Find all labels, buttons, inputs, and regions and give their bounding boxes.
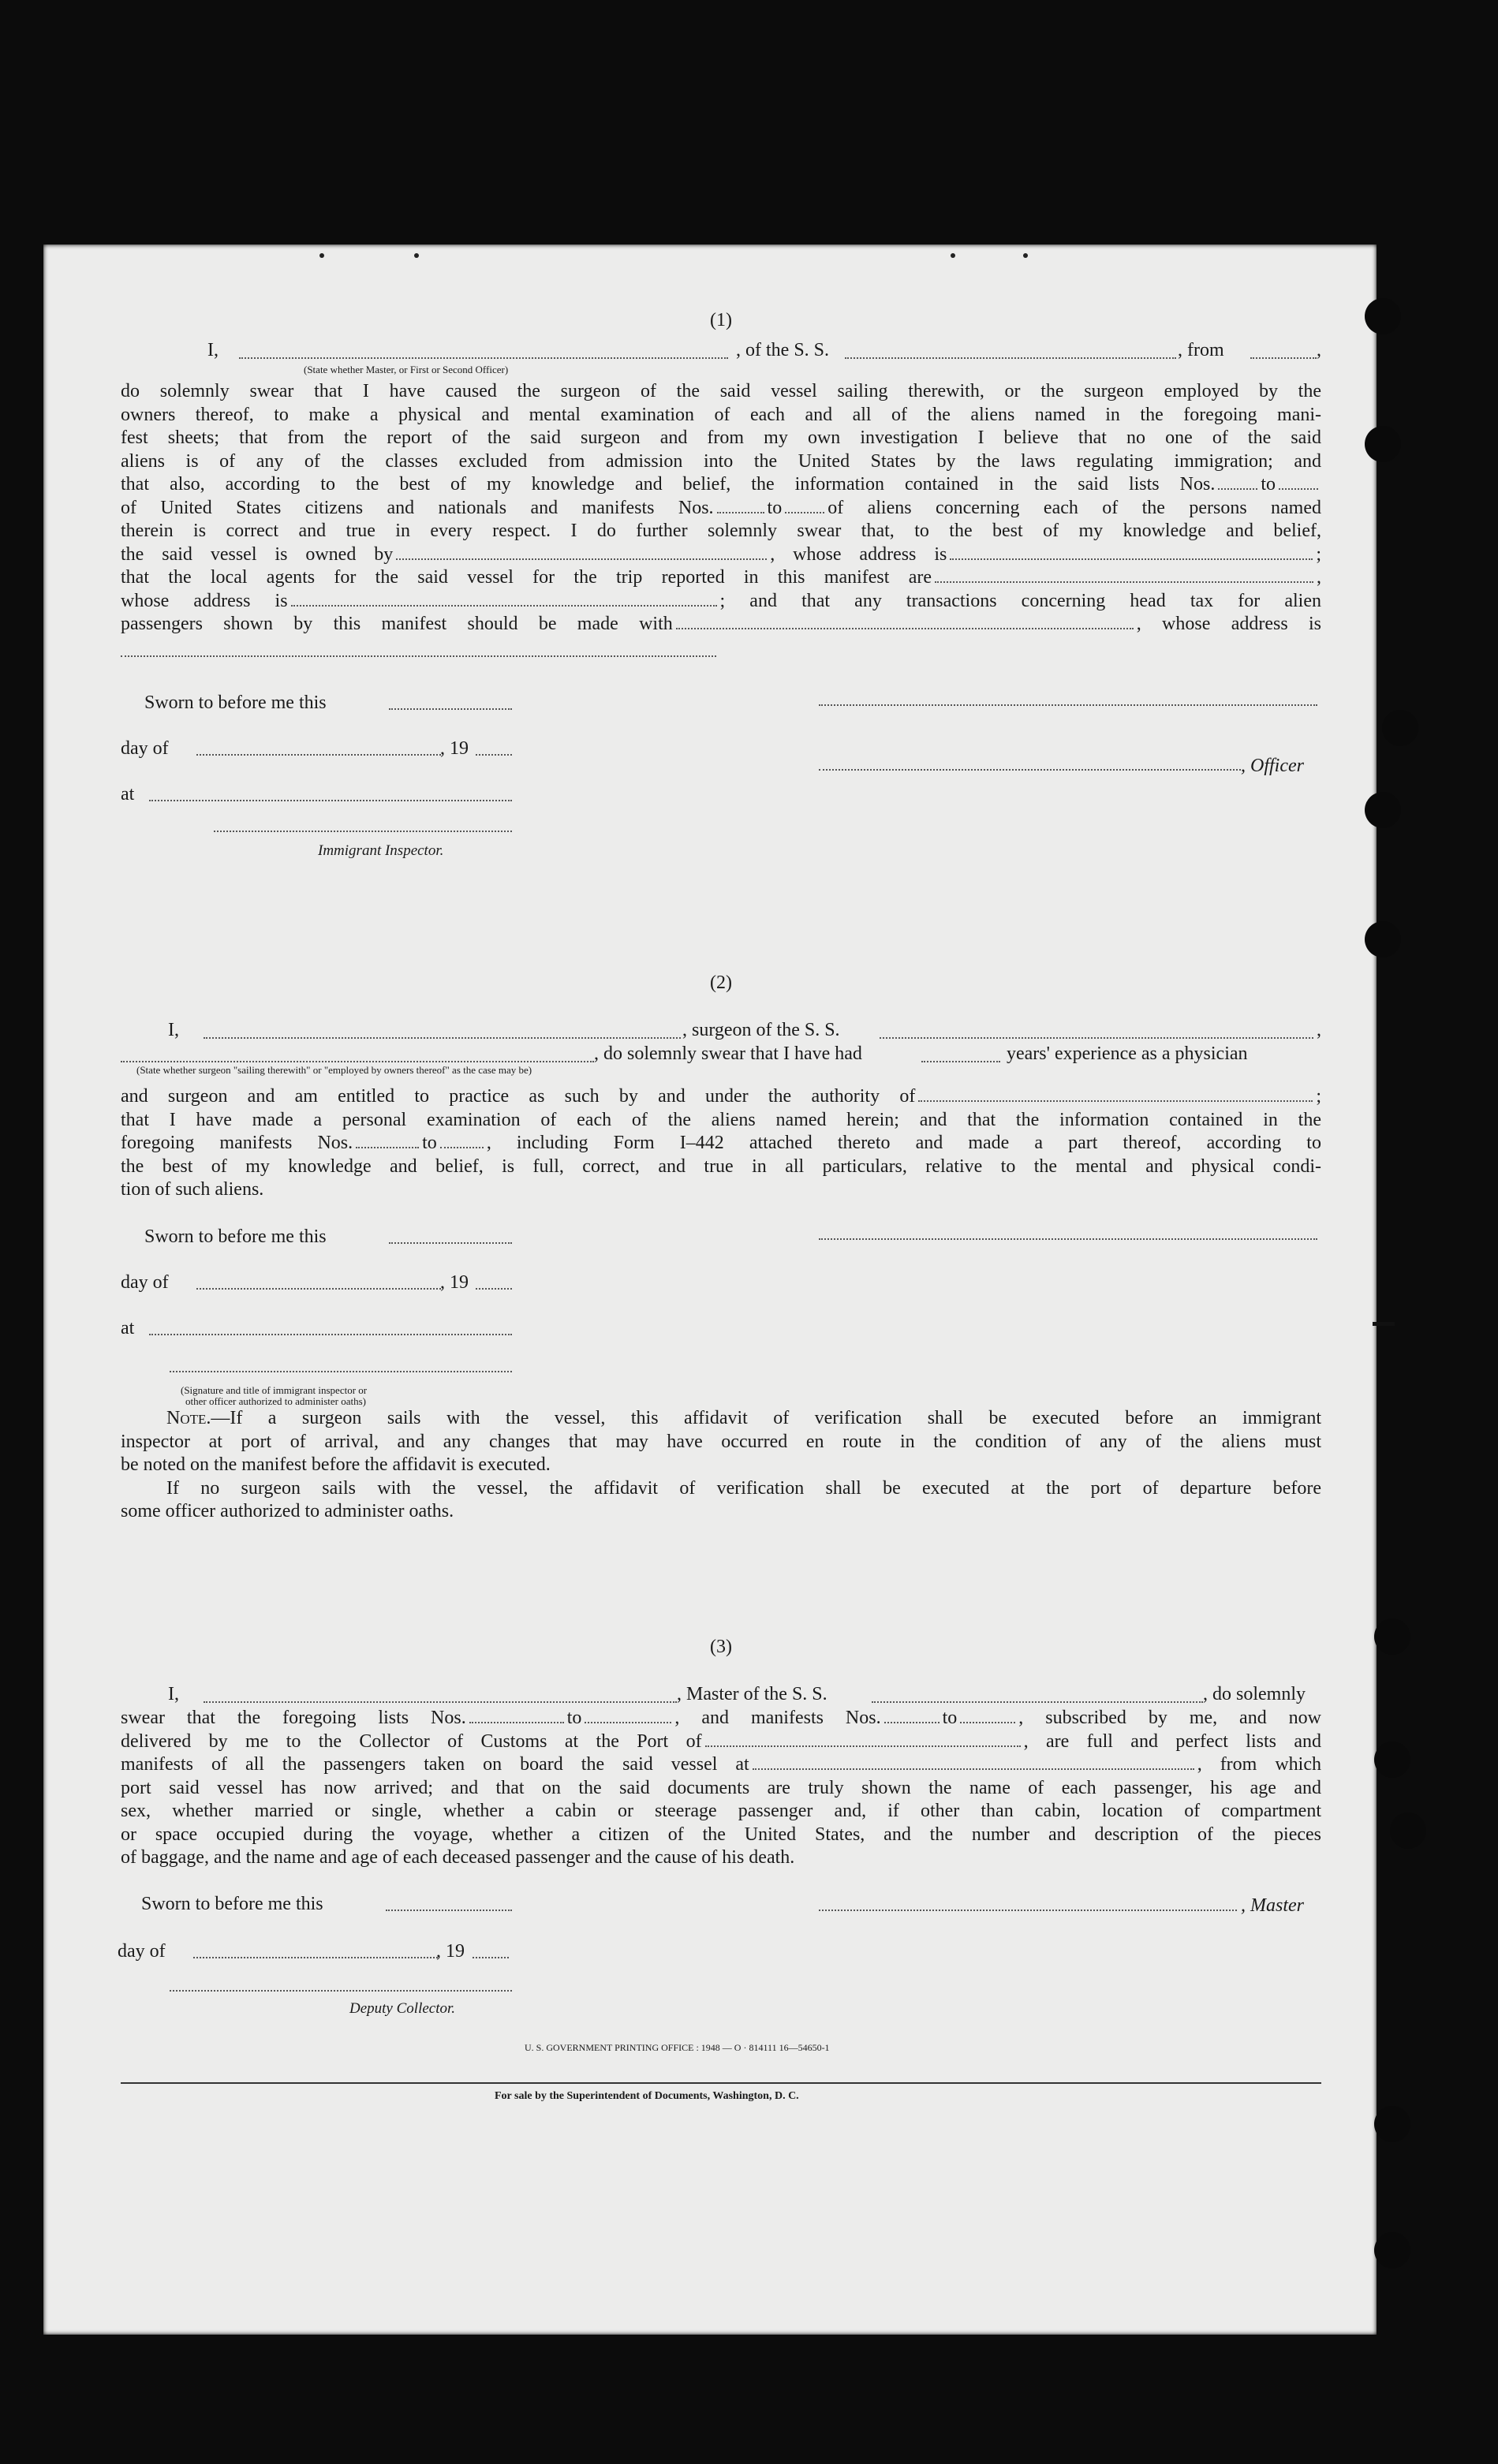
- paragraph-line: or space occupied during the voyage, whether a citizen of the United States, and the number and description of the pieces: [121, 1824, 1321, 1845]
- text: , are full and perfect lists and: [1023, 1730, 1321, 1752]
- text: delivered by me to the Collector of Customs at the Port of: [121, 1730, 702, 1752]
- text: years' experience as a physician: [1007, 1043, 1248, 1064]
- sworn-day-field[interactable]: [386, 1909, 512, 1911]
- sworn-text: Sworn to before me this: [144, 693, 327, 713]
- list-no-field[interactable]: [585, 1721, 671, 1723]
- address-continuation-field[interactable]: [121, 655, 716, 657]
- manifest-no-field[interactable]: [440, 1146, 484, 1148]
- text: that also, according to the best of my knowledge and belief, the information contained in the said lists Nos.: [121, 474, 1216, 495]
- punch-hole: [1374, 1742, 1410, 1778]
- list-no-field[interactable]: [1218, 487, 1257, 490]
- master-signature-field[interactable]: [819, 1909, 1237, 1911]
- punch-hole: [1365, 298, 1401, 334]
- manifest-no-field[interactable]: [785, 511, 824, 513]
- master-label: , Master: [1241, 1895, 1304, 1916]
- caption: (State whether Master, or First or Second Officer): [304, 364, 509, 375]
- text: I,: [168, 1684, 179, 1704]
- year-text: , 19: [440, 1272, 469, 1293]
- text: manifests of all the passengers taken on board the said vessel at: [121, 1754, 749, 1775]
- text: and surgeon and am entitled to practice as such by and under the authority of: [121, 1086, 916, 1107]
- speck: [414, 253, 419, 258]
- speck: [1023, 253, 1028, 258]
- note-label: Note.: [166, 1408, 211, 1428]
- sworn-day-field[interactable]: [389, 707, 512, 710]
- paragraph-line: owners thereof, to make a physical and mental examination of each and all of the aliens named in the foregoing mani-: [121, 404, 1321, 425]
- text: ;: [1316, 1086, 1321, 1107]
- paragraph-line: tion of such aliens.: [121, 1179, 264, 1200]
- at-text: at: [121, 784, 135, 805]
- text: , whose address is: [770, 543, 947, 565]
- year-field[interactable]: [476, 753, 512, 756]
- form-page: [43, 245, 1377, 2335]
- paragraph-line: port said vessel has now arrived; and that on the said documents are truly shown the name of each passenger, his age and: [121, 1777, 1321, 1798]
- month-field[interactable]: [193, 1956, 438, 1958]
- text: , do solemnly: [1203, 1684, 1306, 1704]
- day-of-text: day of: [121, 1272, 169, 1293]
- place-field[interactable]: [149, 1333, 512, 1335]
- day-of-text: day of: [121, 738, 169, 759]
- punch-hole: [1374, 1618, 1410, 1655]
- text: , of the S. S.: [736, 340, 830, 360]
- text: to: [566, 1708, 582, 1728]
- text: , and manifests Nos.: [674, 1708, 881, 1728]
- month-field[interactable]: [196, 1287, 441, 1290]
- note-line: some officer authorized to administer oaths.: [121, 1501, 454, 1521]
- text: I,: [168, 1020, 179, 1040]
- text: to: [767, 497, 783, 518]
- manifest-no-field[interactable]: [960, 1721, 1015, 1723]
- speck: [951, 253, 955, 258]
- footer-rule: [121, 2082, 1321, 2084]
- sale-notice: For sale by the Superintendent of Documents, Washington, D. C.: [495, 2090, 799, 2102]
- port-field[interactable]: [705, 1745, 1021, 1747]
- paragraph-line: therein is correct and true in every respect. I do further solemnly swear that, to the best of my knowledge and belief,: [121, 521, 1321, 541]
- text: ,: [1317, 1020, 1321, 1040]
- text: ;: [1316, 543, 1322, 565]
- printing-office-line: U. S. GOVERNMENT PRINTING OFFICE : 1948 — O · 814111 16—54650-1: [525, 2042, 830, 2053]
- at-text: at: [121, 1318, 135, 1338]
- text: whose address is: [121, 590, 288, 611]
- list-no-field[interactable]: [1279, 487, 1318, 490]
- text: that the local agents for the said vessel for the trip reported in this manifest are: [121, 567, 932, 588]
- edge-mark: [1373, 1322, 1395, 1326]
- punch-hole: [1365, 792, 1401, 828]
- inspector-signature-field[interactable]: [214, 830, 512, 832]
- punch-hole: [1365, 426, 1401, 462]
- punch-hole: [1374, 2232, 1410, 2268]
- inspector-label: Immigrant Inspector.: [318, 842, 444, 859]
- text: , whose address is: [1136, 614, 1321, 634]
- punch-hole: [1374, 2106, 1410, 2142]
- master-name-field[interactable]: [204, 1701, 677, 1703]
- authority-field[interactable]: [918, 1099, 1313, 1102]
- list-no-field[interactable]: [469, 1721, 564, 1723]
- text: swear that the foregoing lists Nos.: [121, 1708, 466, 1728]
- text: ,: [1317, 340, 1321, 360]
- paragraph-line: that I have made a personal examination of each of the aliens named herein; and that the information contained in the: [121, 1109, 1321, 1130]
- text: , surgeon of the S. S.: [682, 1020, 840, 1040]
- owner-field[interactable]: [396, 558, 767, 560]
- section-number: (3): [710, 1637, 732, 1657]
- text: I,: [207, 340, 219, 360]
- from-field[interactable]: [1250, 357, 1317, 359]
- officer-label: , Officer: [1241, 756, 1304, 776]
- paragraph-line: fest sheets; that from the report of the said surgeon and from my own investigation I believe that no one of the said: [121, 427, 1321, 448]
- officer-signature-field[interactable]: [819, 704, 1317, 706]
- officer-name-field[interactable]: [819, 768, 1241, 771]
- text: , from which: [1197, 1754, 1321, 1775]
- note-line: be noted on the manifest before the affidavit is executed.: [121, 1454, 551, 1475]
- embarkation-port-field[interactable]: [753, 1768, 1194, 1770]
- punch-hole: [1382, 710, 1418, 746]
- place-field[interactable]: [149, 799, 512, 801]
- year-field[interactable]: [473, 1956, 509, 1958]
- section-number: (2): [710, 973, 732, 993]
- text: to: [422, 1133, 437, 1153]
- text: to: [1261, 474, 1276, 495]
- text: the said vessel is owned by: [121, 543, 394, 565]
- owner-address-field[interactable]: [950, 558, 1313, 560]
- years-field[interactable]: [921, 1060, 1000, 1062]
- vessel-field[interactable]: [880, 1036, 1313, 1039]
- day-of-text: day of: [118, 1941, 166, 1962]
- manifest-no-field[interactable]: [356, 1146, 419, 1148]
- caption: (State whether surgeon "sailing therewith" or "employed by owners thereof" as the case may be): [136, 1064, 532, 1076]
- note-line: inspector at port of arrival, and any changes that may have occurred en route in the condition of any of the aliens must: [121, 1431, 1321, 1452]
- text: ,: [1317, 567, 1321, 588]
- year-text: , 19: [440, 738, 469, 759]
- year-field[interactable]: [476, 1287, 512, 1290]
- text: foregoing manifests Nos.: [121, 1133, 353, 1153]
- vessel-field[interactable]: [872, 1701, 1203, 1703]
- punch-hole: [1390, 1813, 1426, 1849]
- text: ; and that any transactions concerning head tax for alien: [719, 590, 1321, 611]
- signature-caption: (Signature and title of immigrant inspector or: [181, 1384, 368, 1396]
- note-line: If no surgeon sails with the vessel, the affidavit of verification shall be executed at the port of departure before: [166, 1477, 1321, 1499]
- text: , Master of the S. S.: [677, 1684, 827, 1704]
- surgeon-name-field[interactable]: [204, 1036, 681, 1039]
- rank-field[interactable]: [239, 357, 728, 359]
- vessel-field[interactable]: [845, 357, 1176, 359]
- speck: [319, 253, 324, 258]
- paragraph-line: do solemnly swear that I have caused the surgeon of the said vessel sailing therewith, or the surgeon employed by the: [121, 381, 1321, 401]
- paragraph-line: aliens is of any of the classes excluded from admission into the United States by the laws regulating immigration; and: [121, 450, 1321, 472]
- section-number: (1): [710, 310, 732, 330]
- text: , do solemnly swear that I have had: [594, 1043, 862, 1064]
- paragraph-line: sex, whether married or single, whether a cabin or steerage passenger and, if other than cabin, location of compartment: [121, 1801, 1321, 1821]
- punch-hole: [1365, 921, 1401, 958]
- surgeon-signature-field[interactable]: [819, 1238, 1317, 1240]
- collector-signature-field[interactable]: [170, 1989, 512, 1992]
- text: , from: [1178, 340, 1224, 360]
- year-text: , 19: [436, 1941, 465, 1962]
- agents-field[interactable]: [935, 581, 1313, 583]
- text: of United States citizens and nationals and manifests Nos.: [121, 497, 714, 518]
- sworn-text: Sworn to before me this: [144, 1226, 327, 1247]
- sworn-day-field[interactable]: [389, 1241, 512, 1244]
- manifest-no-field[interactable]: [884, 1721, 940, 1723]
- paragraph-line: of baggage, and the name and age of each deceased passenger and the cause of his death.: [121, 1847, 795, 1868]
- paragraph-line: the best of my knowledge and belief, is full, correct, and true in all particulars, relative to the mental and physical condi-: [121, 1155, 1321, 1177]
- text: of aliens concerning each of the persons named: [827, 497, 1321, 518]
- text: , including Form I–442 attached thereto and made a part thereof, according to: [486, 1133, 1321, 1153]
- text: to: [942, 1708, 958, 1728]
- month-field[interactable]: [196, 753, 441, 756]
- manifest-no-field[interactable]: [717, 511, 764, 513]
- surgeon-status-field[interactable]: [121, 1060, 594, 1062]
- text: passengers shown by this manifest should be made with: [121, 614, 673, 634]
- text: —If a surgeon sails with the vessel, this affidavit of verification shall be executed before an immigrant: [211, 1408, 1321, 1428]
- head-tax-field[interactable]: [676, 627, 1134, 629]
- text: , subscribed by me, and now: [1018, 1708, 1322, 1728]
- inspector-signature-field[interactable]: [170, 1370, 512, 1372]
- agents-address-field[interactable]: [291, 604, 717, 607]
- signature-caption: other officer authorized to administer oaths): [185, 1395, 366, 1407]
- sworn-text: Sworn to before me this: [141, 1894, 323, 1914]
- collector-label: Deputy Collector.: [349, 2000, 456, 2017]
